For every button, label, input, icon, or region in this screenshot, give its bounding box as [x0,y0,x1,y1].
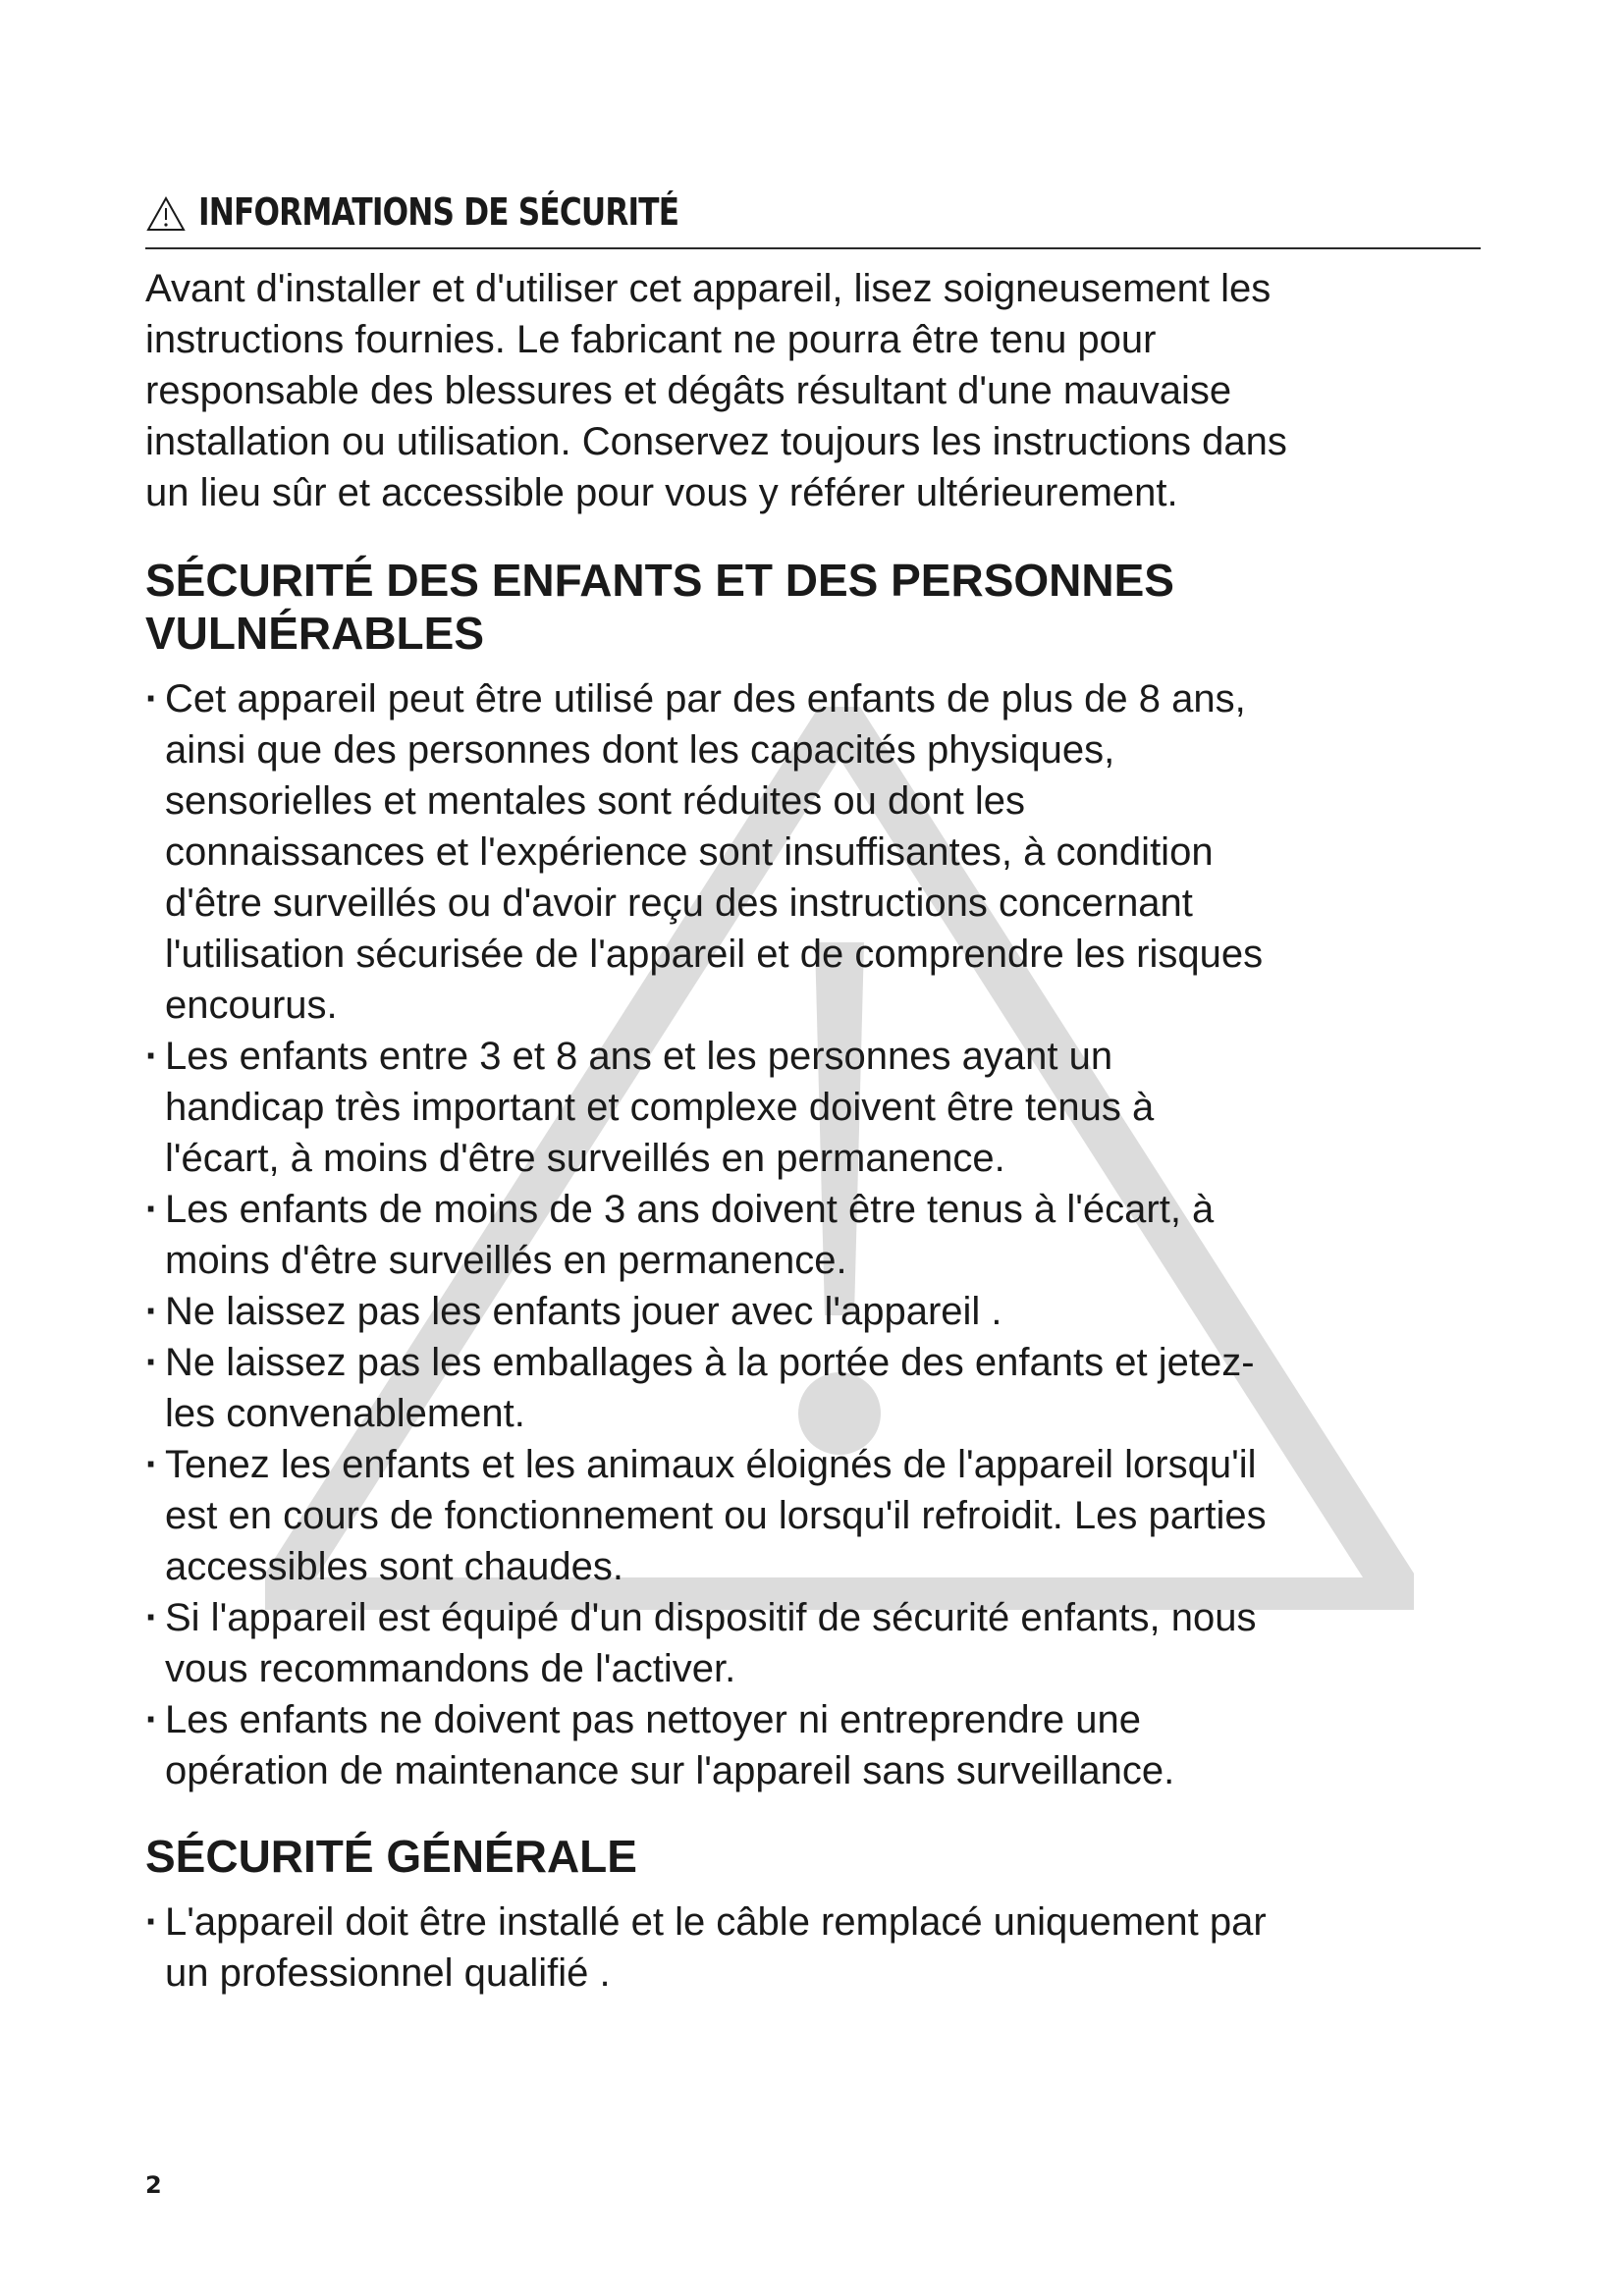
bullet-marker: · [145,1443,159,1486]
bullet-marker: · [145,1290,159,1333]
list-item-text: Les enfants de moins de 3 ans doivent être tenus à l'écart, à moins d'être surveillés en permanence. [165,1188,1215,1282]
list-item [145,1592,1481,1694]
section-children-safety [145,554,1481,1796]
list-item [145,1896,1481,1999]
bullet-list [145,673,1481,1796]
list-item-text: Ne laissez pas les enfants jouer avec l'appareil . [165,1290,1002,1333]
list-item-text: Tenez les enfants et les animaux éloignés de l'appareil lorsqu'il est en cours de fonctionnement ou lorsqu'il refroidit. Les parties accessibles sont chaudes. [165,1443,1267,1588]
list-item-text: Les enfants ne doivent pas nettoyer ni entreprendre une opération de maintenance sur l'appareil sans surveillance. [165,1698,1175,1792]
bullet-list [145,1896,1481,1999]
main-content [145,183,1481,1999]
bullet-marker: · [145,1035,159,1078]
bullet-marker: · [145,1188,159,1231]
list-item-text: L'appareil doit être installé et le câble remplacé uniquement par un professionnel qualifié . [165,1900,1267,1995]
warning-triangle-icon [145,195,187,233]
list-item-text: Cet appareil peut être utilisé par des enfants de plus de 8 ans, ainsi que des personnes dont les capacités physiques, sensorielles et mentales sont réduites ou dont les connaissances et l'expérience sont insuffisantes, à condition d'être surveillés ou d'avoir reçu des instructions concernant l'utilisation sécurisée de l'appareil et de comprendre les risques encourus. [165,677,1264,1027]
section-title: SÉCURITÉ GÉNÉRALE [145,1831,637,1882]
list-item [145,1694,1481,1796]
intro-paragraph: Avant d'installer et d'utiliser cet appareil, lisez soigneusement les instructions fournies. Le fabricant ne pourra être tenu pour responsable des blessures et dégâts résultant d'une mauvaise installation ou utilisation. Conservez toujours les instructions dans un lieu sûr et accessible pour vous y référer ultérieurement. [145,267,1287,514]
bullet-marker: · [145,1596,159,1639]
list-item-text: Ne laissez pas les emballages à la portée des enfants et jetez- les convenablement. [165,1341,1255,1435]
list-item [145,1031,1481,1184]
list-item-text: Les enfants entre 3 et 8 ans et les personnes ayant un handicap très important et complexe doivent être tenus à l'écart, à moins d'être surveillés en permanence. [165,1035,1155,1180]
section-general-safety [145,1830,1481,1999]
list-item-text: Si l'appareil est équipé d'un dispositif de sécurité enfants, nous vous recommandons de l'activer. [165,1596,1257,1690]
bullet-marker: · [145,1341,159,1384]
section-title: SÉCURITÉ DES ENFANTS ET DES PERSONNES VULNÉRABLES [145,555,1174,659]
page-title: INFORMATIONS DE SÉCURITÉ [198,190,679,234]
bullet-marker: · [145,1900,159,1944]
page-number: 2 [145,2171,162,2199]
section-header [145,183,1481,249]
list-item [145,1439,1481,1592]
list-item [145,673,1481,1031]
bullet-marker: · [145,677,159,721]
list-item [145,1337,1481,1439]
list-item [145,1286,1481,1337]
bullet-marker: · [145,1698,159,1741]
list-item [145,1184,1481,1286]
